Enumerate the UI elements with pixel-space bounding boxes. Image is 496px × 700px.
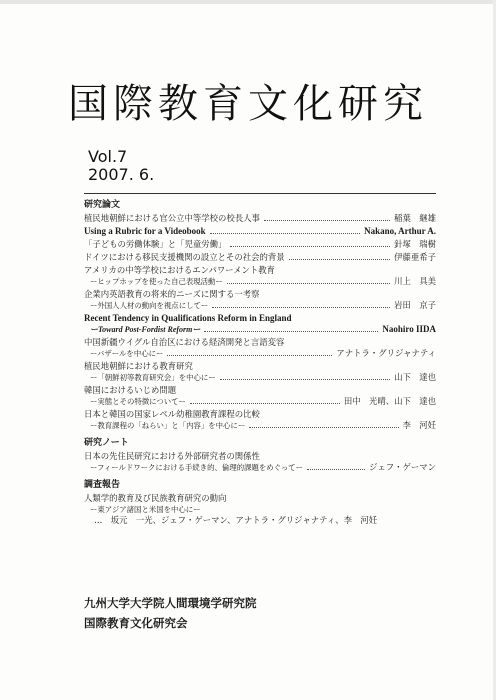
- toc-entry: [84, 493, 436, 526]
- entry-subtitle: ーフィールドワークにおける手続き的、倫理的課題をめぐってー: [90, 463, 304, 472]
- toc-entry: [84, 289, 436, 311]
- toc-entry: [84, 213, 436, 224]
- issue-date: 2007. 6.: [88, 165, 155, 184]
- entry-title: アメリカの中等学校におけるエンパワーメント教育: [84, 265, 276, 275]
- entry-subtitle: ー外国人人材の動向を視点にしてー: [90, 301, 209, 310]
- section-heading-research-papers: 研究論文: [84, 200, 121, 210]
- toc-entry: [84, 409, 436, 431]
- volume-number: Vol.7: [88, 147, 128, 166]
- entry-author: 針塚 瑞樹: [394, 239, 436, 249]
- section-heading-research-notes: 研究ノート: [84, 438, 129, 448]
- entry-title: Recent Tendency in Qualifications Reform in England: [84, 313, 292, 323]
- entry-author: アナトラ・グリジャナティ: [336, 348, 436, 358]
- entry-title: 人類学的教育及び民族教育研究の動向: [84, 493, 227, 503]
- leader-dots: [204, 331, 378, 332]
- toc-entry: [84, 239, 436, 250]
- toc-entry: [84, 313, 436, 335]
- entry-author: 岩田 京子: [394, 300, 436, 310]
- toc-entry: [84, 226, 436, 237]
- entry-author: … 坂元 一光、ジェフ・ゲーマン、アナトラ・グリジャナティ、李 河妊: [94, 515, 378, 525]
- entry-title: 企業内英語教育の将来的ニーズに関する一考察: [84, 289, 260, 299]
- entry-title: 植民地朝鮮における官公立中等学校の校長人事: [84, 213, 260, 223]
- entry-title: 「子どもの労働体験」と「児童労働」: [84, 239, 227, 249]
- leader-dots: [227, 283, 390, 284]
- entry-subtitle: ーバザールを中心にー: [90, 349, 164, 358]
- publisher-society: 国際教育文化研究会: [84, 616, 188, 630]
- leader-dots: [212, 307, 390, 308]
- toc-entry: [84, 385, 436, 407]
- entry-subtitle: ー東アジア諸国と米国を中心にー: [90, 505, 201, 514]
- leader-dots: [249, 427, 398, 428]
- entry-author: Nakano, Arthur A.: [364, 226, 436, 236]
- leader-dots: [264, 220, 390, 221]
- leader-dots: [230, 246, 390, 247]
- toc-entry: [84, 361, 436, 383]
- volume-info: [88, 148, 154, 184]
- entry-author: Naohiro IIDA: [382, 324, 436, 334]
- scan-edge-top: [0, 0, 496, 4]
- leader-dots: [167, 355, 332, 356]
- entry-author: 川上 具美: [394, 276, 436, 286]
- toc-entry: [84, 252, 436, 263]
- entry-title: ドイツにおける移民支援機関の設立とその社会的背景: [84, 252, 285, 262]
- entry-subtitle: ー実態とその特徴についてー: [90, 397, 186, 406]
- entry-title: 日本と韓国の国家レベル幼稚園教育課程の比較: [84, 409, 260, 419]
- journal-title: 国際教育文化研究: [68, 81, 428, 127]
- leader-dots: [289, 259, 391, 260]
- toc-entry: [84, 337, 436, 359]
- entry-subtitle: ー教育課程の「ねらい」と「内容」を中心にー: [90, 421, 246, 430]
- publisher-institution: 九州大学大学院人間環境学研究院: [84, 596, 257, 610]
- leader-dots: [220, 379, 390, 380]
- entry-subtitle: ー「朝鮮初等教育研究会」を中心にー: [90, 373, 216, 382]
- entry-subtitle: ーヒップホップを使った自己表現活動ー: [90, 277, 223, 286]
- entry-author: 山下 達也: [394, 372, 436, 382]
- entry-author: 李 河妊: [402, 420, 436, 430]
- section-heading-survey-reports: 調査報告: [84, 480, 121, 490]
- toc-divider: [84, 193, 436, 194]
- leader-dots: [307, 469, 365, 470]
- toc-entry: [84, 451, 436, 473]
- leader-dots: [210, 233, 361, 234]
- toc-entry: [84, 265, 436, 287]
- entry-title: 日本の先住民研究における外部研究者の関係性: [84, 451, 260, 461]
- entry-author: 稲葉 継雄: [394, 213, 436, 223]
- entry-title: 中国新疆ウイグル自治区における経済開発と言語変容: [84, 337, 285, 347]
- entry-subtitle: ーToward Post-Fordist Reformー: [90, 325, 201, 334]
- entry-title: Using a Rubric for a Videobook: [84, 226, 206, 236]
- entry-title: 植民地朝鮮における教育研究: [84, 361, 193, 371]
- entry-title: 韓国におけるいじめ問題: [84, 385, 177, 395]
- entry-author: 田中 光晴、山下 達也: [343, 396, 436, 406]
- entry-author: 伊藤亜希子: [394, 252, 436, 262]
- entry-author: ジェフ・ゲーマン: [369, 462, 436, 472]
- leader-dots: [190, 403, 340, 404]
- table-of-contents: [84, 197, 436, 526]
- publisher-block: [84, 593, 257, 633]
